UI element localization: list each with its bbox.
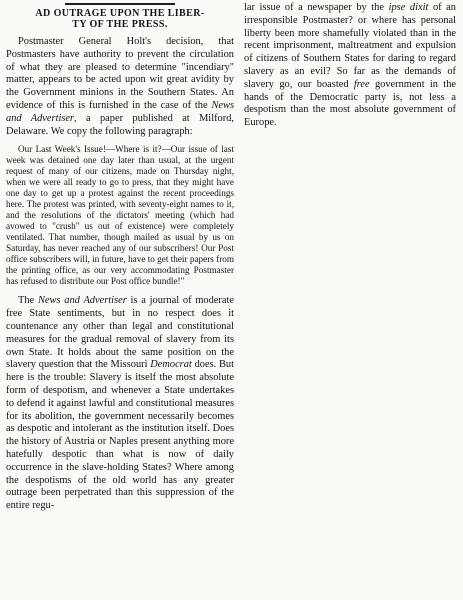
- paper-name-italic: News and Advertiser: [6, 99, 234, 124]
- paragraph-3-text-c: government in the hands of the Democratic party is, not less a despotism than the most absolute government of Europe.: [244, 78, 456, 129]
- paragraph-1: [6, 36, 234, 138]
- paragraph-1-text-a: Postmaster General Holt's decision, that Postmasters have authority to prevent the circulation of what they are pleased to determine "incendiary" matter, appears to be acted upon wit great avidity by the Government minions in the Southern States. An evidence of this is furnished in the case of the: [6, 36, 234, 111]
- quoted-paragraph: Our Last Week's Issue!—Where is it?—Our issue of last week was detained one day later than usual, at the urgent request of many of our citizens, made on Thursday night, when we were all ready to go to press, that they might have one day to get up a protest against the recent proceedings here. The protest was printed, with seventy-eight names to it, and the resolutions of the dictators' meeting (which had avowed to "crush" us out of existence) were completely ventilated. That number, though mailed as usual by us on Saturday, has never reached any of our subscribers! Our Post office subscribers will, in future, have to get their papers from the printing office, as our very accommodating Postmaster has refused to distribute our Post office bundle!": [6, 144, 234, 287]
- ipse-dixit-italic: ipse dixit: [388, 2, 429, 13]
- paragraph-1-text-b: , a paper published at Milford, Delaware. We copy the following paragraph:: [6, 112, 234, 137]
- left-column: [6, 0, 234, 600]
- paragraph-2-text-c: does. But here is the trouble: Slavery is itself the most absolute form of despotism, and whenever a State undertakes to defend it against lawful and constitutional measures for its abolition, the government necessarily becomes as despotic and intolerant as the institution itself. Does the history of Austria or Naples present anything more hatefully despotic than what is now of daily occurrence in the slave-holding States? Where among the despotisms of the old world has any greater outrage been perpetrated than this suppression of the entire regu-: [6, 359, 234, 512]
- right-column: [244, 0, 456, 600]
- paragraph-2-text-a: The: [18, 295, 38, 307]
- paragraph-3-text-b: of an irresponsible Postmaster? or where has personal liberty been more shamefully violated than in the recent imprisonment, maltreatment and expulsion of citizens of Southern States for daring to regard slavery as an evil? So far as the demands of slavery go, our boasted: [244, 2, 456, 90]
- paragraph-2: [6, 295, 234, 513]
- columns: [6, 0, 456, 600]
- headline-line-1: AD OUTRAGE UPON THE LIBER-: [35, 8, 205, 19]
- free-italic: free: [353, 78, 370, 90]
- paragraph-2-text-b: is a journal of moderate free State sentiments, but in no respect does it countenance any other than legal and constitutional measures for the gradual removal of slavery from its own State. It holds about the same position on the slavery question that the Missouri: [6, 295, 234, 371]
- democrat-italic: Democrat: [150, 359, 192, 371]
- paper-name-italic-2: News and Advertiser: [37, 295, 127, 307]
- article-headline: [6, 8, 234, 30]
- paragraph-3-text-a: lar issue of a newspaper by the: [244, 2, 389, 13]
- headline-line-2: TY OF THE PRESS.: [72, 19, 168, 30]
- top-rule: [65, 3, 175, 5]
- paragraph-3: [244, 2, 456, 130]
